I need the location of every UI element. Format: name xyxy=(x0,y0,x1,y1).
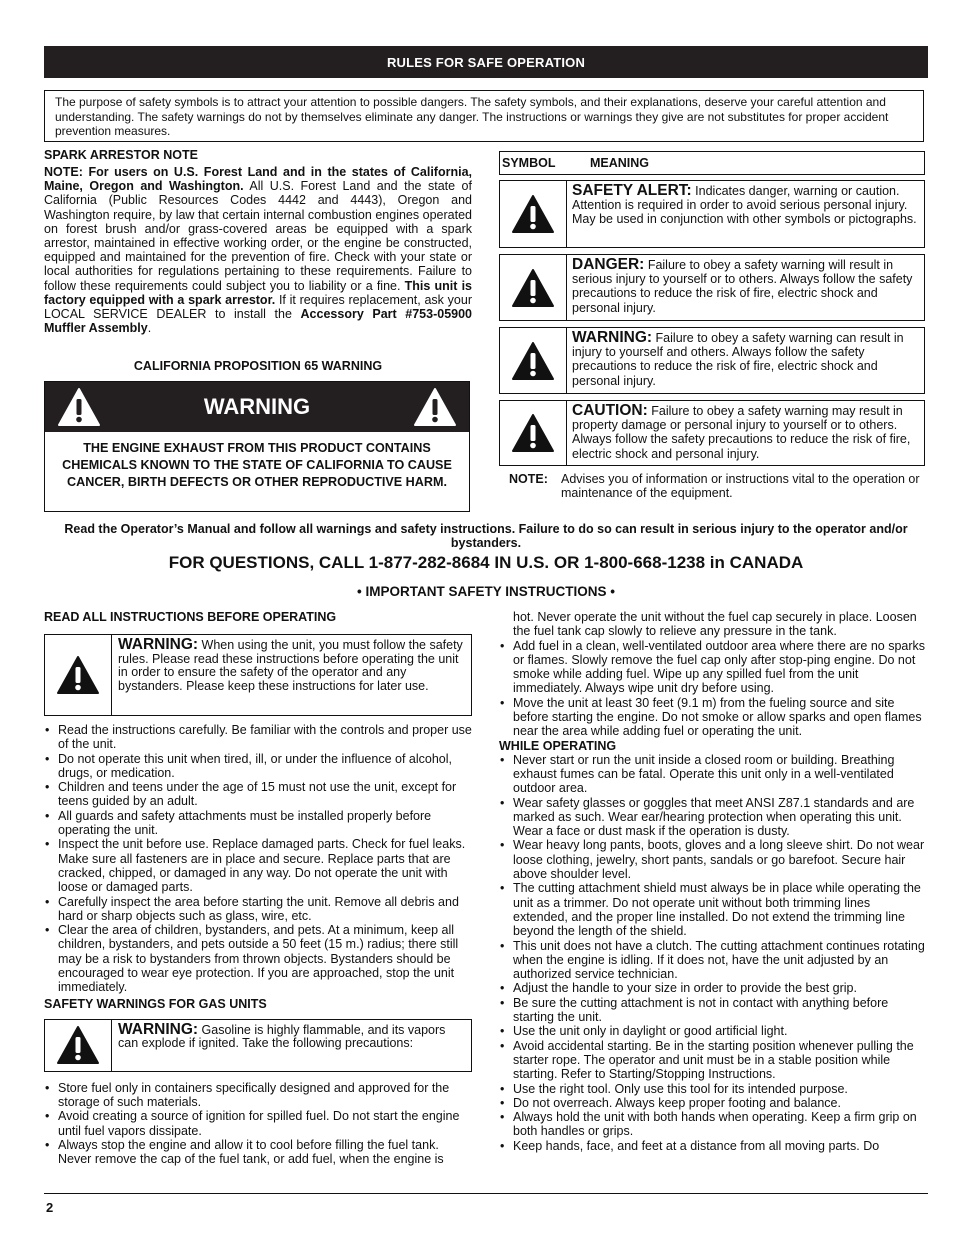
list-item: • The cutting attachment shield must always be in place while operating the unit as a trimmer. Do not operate unit without both trimming lines extended, and the proper line installed. Do not extend the trimming line beyond the length of the shield. xyxy=(499,881,927,938)
while-operating-heading: WHILE OPERATING xyxy=(499,738,617,753)
prop65-warning-header xyxy=(45,382,469,432)
list-item: • Children and teens under the age of 15 must not use the unit, except for teens guided by an adult. xyxy=(44,780,472,809)
warning-box-text xyxy=(118,1020,469,1051)
warning-text: Failure to obey a safety warning can result in injury to yourself and others. Always follow the safety precautions to reduce the risk of fire, electric shock and personal injury. xyxy=(572,331,904,388)
spark-text-3: . xyxy=(147,321,152,336)
list-item: • All guards and safety attachments must be installed properly before operating the unit. xyxy=(44,809,472,838)
symbol-note xyxy=(509,472,927,500)
spark-bold-part: Accessory Part #753-05900 Muffler Assembly xyxy=(44,307,473,336)
continued-text: hot. Never operate the unit without the fuel cap securely in place. Loosen the fuel tank cap slowly to relieve any pressure in the tank. xyxy=(513,610,917,639)
general-safety-list xyxy=(44,723,472,995)
caution-text: Failure to obey a safety warning may result in property damage or personal injury to yourself or to others. Always follow the safety precautions to reduce the risk of fire, electric shock and personal injury. xyxy=(572,404,911,461)
page-header xyxy=(44,46,928,78)
left-column xyxy=(44,610,472,1166)
warning-triangle-icon xyxy=(511,413,555,453)
questions-phone-line: FOR QUESTIONS, CALL 1-877-282-8684 IN U.S. OR 1-800-668-1238 in CANADA xyxy=(168,553,804,572)
warning-triangle-icon xyxy=(56,655,100,695)
list-item: • Add fuel in a clean, well-ventilated outdoor area where there are no sparks or flames. Slowly remove the fuel cap only after stop-ping engine. Do not smoke while adding fuel. Wipe up any spilled fuel from the unit immediately. Always wipe unit dry before using. xyxy=(499,639,927,696)
list-item: • Do not operate this unit when tired, ill, or under the influence of alcohol, drugs, or medication. xyxy=(44,752,472,781)
prop65-warning-box xyxy=(44,381,470,512)
symbol-cell xyxy=(45,635,112,715)
fuel-safety-list xyxy=(44,1081,472,1167)
list-item: • Do not overreach. Always keep proper footing and balance. xyxy=(499,1096,927,1110)
caution-keyword: CAUTION: xyxy=(572,402,648,419)
symbol-row-caution xyxy=(499,400,925,466)
list-item: • Store fuel only in containers specifically designed and approved for the storage of such materials. xyxy=(44,1081,472,1110)
warning-box-text xyxy=(118,638,469,693)
warning-triangle-icon xyxy=(413,387,457,427)
list-item: • Use the unit only in daylight or good artificial light. xyxy=(499,1024,927,1038)
list-item: • Move the unit at least 30 feet (9.1 m) from the fueling source and site before starting the engine. Do not smoke or allow sparks and open flames near the area while adding fuel or operating the unit. xyxy=(499,696,927,739)
danger-keyword: DANGER: xyxy=(572,256,645,273)
symbol-cell xyxy=(500,181,567,247)
spark-bold-note: NOTE: For users on U.S. Forest Land and in the states of California, Maine, Oregon and Washington. xyxy=(44,165,472,194)
symbol-meaning xyxy=(572,331,922,388)
symbol-row-warning xyxy=(499,327,925,394)
warning-keyword: WARNING: xyxy=(118,636,199,653)
symbol-cell xyxy=(500,328,567,393)
intro-text: The purpose of safety symbols is to attract your attention to possible dangers. The safety symbols, and their explanations, deserve your careful attention and understanding. The safety warnings do not by themselves eliminate any danger. The instructions or warnings they give are not substitutes for proper accident prevention measures. xyxy=(55,95,889,138)
header-title: RULES FOR SAFE OPERATION xyxy=(386,54,586,70)
read-manual-notice: Read the Operator’s Manual and follow all warnings and safety instructions. Failure to do so can result in serious injury to the operator and/or bystanders. xyxy=(64,522,908,551)
symbol-cell xyxy=(45,1020,112,1071)
symbol-cell xyxy=(500,255,567,320)
intro-box xyxy=(44,90,924,142)
spark-text-1: All U.S. Forest Land and the state of California (Public Resources Codes 4442 and 4443), Oregon and Washington require, by law that certain internal combustion engines operated on forest brush and/or grass-covered areas be equipped with a spark arrestor, maintained in effective working order, or the engine be constructed, equipped and maintained for the prevention of fire. Check with your state or local authorities for regulations pertaining to these requirements. Failure to follow these requirements could subject you to liability or a fine. xyxy=(44,179,472,293)
symbol-row-safety-alert xyxy=(499,180,925,248)
spark-arrestor-body xyxy=(44,165,472,335)
symbol-meaning xyxy=(572,184,922,227)
list-item: • Always stop the engine and allow it to cool before filling the fuel tank. Never remove the cap of the fuel tank, or add fuel, when the engine is xyxy=(44,1138,472,1167)
warning-triangle-icon xyxy=(511,341,555,381)
warning-triangle-icon xyxy=(56,1025,100,1065)
gas-units-heading: SAFETY WARNINGS FOR GAS UNITS xyxy=(44,996,267,1011)
warning-keyword: WARNING: xyxy=(572,329,653,346)
safety-alert-keyword: SAFETY ALERT: xyxy=(572,182,692,199)
warning-triangle-icon xyxy=(511,268,555,308)
prop65-title: CALIFORNIA PROPOSITION 65 WARNING xyxy=(133,359,383,373)
symbol-cell xyxy=(500,401,567,465)
list-item: • Adjust the handle to your size in order to provide the best grip. xyxy=(499,981,927,995)
list-item: • Clear the area of children, bystanders, and pets. At a minimum, keep all children, bystanders, and pets outside a 50 feet (15 m.) radius; there still may be a risk to bystanders from thrown objects. Bystanders should be encouraged to wear eye protection. If you are approached, stop the unit immediately. xyxy=(44,923,472,994)
list-item: • Never start or run the unit inside a closed room or building. Breathing exhaust fumes can be fatal. Operate this unit only in a well-ventilated outdoor area. xyxy=(499,753,927,796)
list-item: • Avoid accidental starting. Be in the starting position whenever pulling the starter rope. The operator and unit must be in a stable position while starting. Refer to Starting/Stopping Instructions. xyxy=(499,1039,927,1082)
spark-bold-factory: This unit is factory equipped with a spark arrestor. xyxy=(44,278,472,307)
fueling-list xyxy=(499,639,927,739)
warning-safety-rules-text: When using the unit, you must follow the safety rules. Please read these instructions before operating the unit in order to ensure the safety of the operator and any bystanders. Please keep these instructions for later use. xyxy=(118,638,463,693)
list-item: • Always hold the unit with both hands when operating. Keep a firm grip on both handles or grips. xyxy=(499,1110,927,1139)
note-label: NOTE: xyxy=(509,472,548,486)
list-item: • Be sure the cutting attachment is not in contact with anything before starting the unit. xyxy=(499,996,927,1025)
list-item: • Use the right tool. Only use this tool for its intended purpose. xyxy=(499,1082,927,1096)
spark-arrestor-title: SPARK ARRESTOR NOTE xyxy=(44,148,198,162)
list-item: • Wear safety glasses or goggles that meet ANSI Z87.1 standards and are marked as such. Wear ear/hearing protection when operating this unit. Wear a face or dust mask if the operation is dusty. xyxy=(499,796,927,839)
list-item: • This unit does not have a clutch. The cutting attachment continues rotating when the engine is idling. If it does not, have the unit adjusted by an authorized service technician. xyxy=(499,939,927,982)
prop65-warning-label: WARNING xyxy=(203,394,311,419)
important-safety-heading: • IMPORTANT SAFETY INSTRUCTIONS • xyxy=(357,584,615,599)
note-text: Advises you of information or instructions vital to the operation or maintenance of the equipment. xyxy=(561,472,920,501)
safety-alert-text: Indicates danger, warning or caution. Attention is required in order to avoid serious personal injury. May be used in conjunction with other symbols or pictographs. xyxy=(572,184,917,227)
list-item: • Inspect the unit before use. Replace damaged parts. Check for fuel leaks. Make sure all fasteners are in place and secure. Replace parts that are cracked, chipped, or damaged in any way. Do not operate the unit with loose or damaged parts. xyxy=(44,837,472,894)
list-item: • Wear heavy long pants, boots, gloves and a long sleeve shirt. Do not wear loose clothing, jewelry, short pants, sandals or go barefoot. Secure hair above shoulder level. xyxy=(499,838,927,881)
read-all-heading: READ ALL INSTRUCTIONS BEFORE OPERATING xyxy=(44,610,337,624)
warning-keyword: WARNING: xyxy=(118,1020,199,1038)
list-item: • Read the instructions carefully. Be familiar with the controls and proper use of the unit. xyxy=(44,723,472,752)
warning-box-gasoline xyxy=(44,1019,472,1072)
prop65-warning-text: THE ENGINE EXHAUST FROM THIS PRODUCT CONTAINS CHEMICALS KNOWN TO THE STATE OF CALIFORNIA TO CAUSE CANCER, BIRTH DEFECTS OR OTHER REPRODUCTIVE HARM. xyxy=(62,441,452,489)
symbol-meaning xyxy=(572,404,922,461)
list-item: • Keep hands, face, and feet at a distance from all moving parts. Do xyxy=(499,1139,927,1153)
symbol-row-danger xyxy=(499,254,925,321)
footer-divider xyxy=(44,1193,928,1194)
warning-triangle-icon xyxy=(511,194,555,234)
symbol-table-header xyxy=(499,151,925,175)
list-item: • Avoid creating a source of ignition for spilled fuel. Do not start the engine until fuel vapors dissipate. xyxy=(44,1109,472,1138)
list-item: • Carefully inspect the area before starting the unit. Remove all debris and hard or sharp objects such as glass, wire, etc. xyxy=(44,895,472,924)
page-number: 2 xyxy=(46,1200,54,1215)
right-column xyxy=(499,610,927,1153)
meaning-column-header: MEANING xyxy=(590,156,650,170)
spark-text-2: If it requires replacement, ask your LOCAL SERVICE DEALER to install the xyxy=(44,292,472,322)
warning-box-safety-rules xyxy=(44,634,472,716)
warning-gasoline-text: Gasoline is highly flammable, and its vapors can explode if ignited. Take the following precautions: xyxy=(118,1022,446,1051)
symbol-column-header: SYMBOL xyxy=(502,156,556,170)
operating-list xyxy=(499,753,927,1153)
symbol-meaning xyxy=(572,258,922,315)
danger-text: Failure to obey a safety warning will result in serious injury to yourself or to others. Always follow the safety precautions to reduce the risk of fire, electric shock and personal injury. xyxy=(572,258,913,315)
